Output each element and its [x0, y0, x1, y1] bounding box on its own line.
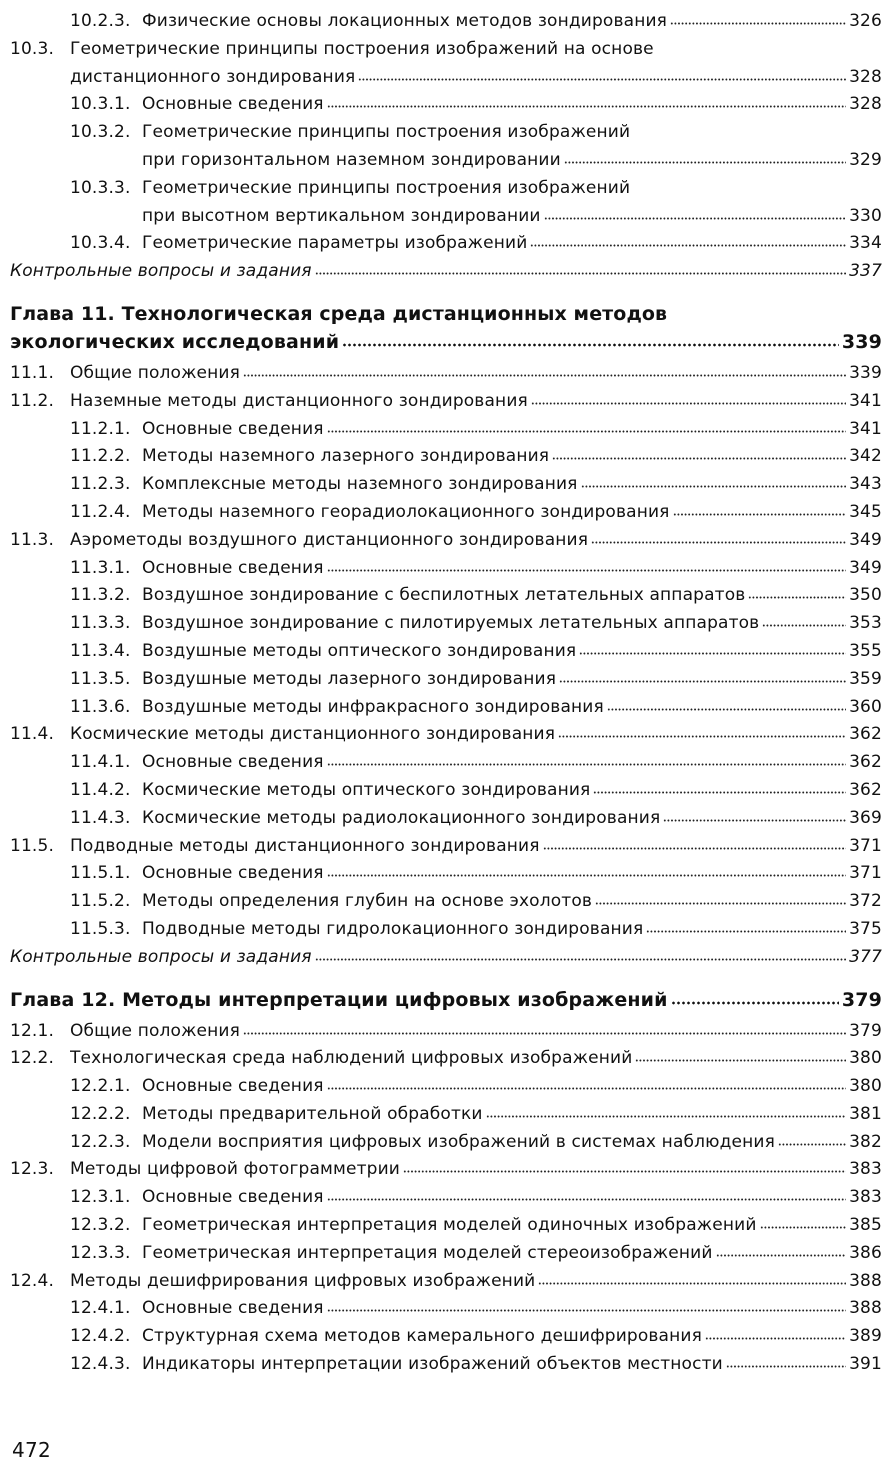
- dot-leader: [726, 1365, 846, 1368]
- entry-title: Космические методы дистанционного зондирования: [70, 724, 556, 745]
- entry-page: 369: [849, 807, 882, 828]
- entry-page: 388: [849, 1270, 882, 1291]
- entry-number: 11.5.3.: [70, 918, 131, 939]
- toc-entry[interactable]: [10, 638, 882, 666]
- dot-leader: [327, 430, 846, 433]
- chapter-title-line-1: Глава 11. Технологическая среда дистанционных методов: [10, 302, 668, 325]
- entry-number: 10.3.: [10, 38, 55, 59]
- toc-entry[interactable]: [10, 416, 882, 444]
- dot-leader: [403, 1170, 846, 1173]
- entry-number: 11.1.: [10, 362, 55, 383]
- dot-leader: [635, 1059, 846, 1062]
- entry-number: 10.2.3.: [70, 11, 131, 31]
- entry-number: 11.3.: [10, 529, 55, 550]
- entry-page: 385: [849, 1215, 882, 1236]
- entry-number: 12.3.: [10, 1159, 55, 1180]
- entry-number: 11.2.4.: [70, 501, 131, 522]
- table-of-contents: [10, 8, 882, 1379]
- entry-page: 345: [849, 501, 882, 522]
- dot-leader: [543, 847, 846, 850]
- toc-entry-10-3-1[interactable]: [10, 91, 882, 119]
- entry-number: 11.3.3.: [70, 613, 131, 634]
- entry-number: 11.2.3.: [70, 474, 131, 495]
- toc-entry[interactable]: [10, 805, 882, 833]
- dot-leader: [243, 1032, 846, 1035]
- entry-title-line-1: Геометрические принципы построения изображений на основе: [70, 38, 654, 59]
- entry-title: Методы наземного лазерного зондирования: [142, 446, 550, 467]
- toc-entry[interactable]: [10, 1323, 882, 1351]
- entry-title: Структурная схема методов камерального дешифрирования: [142, 1326, 702, 1347]
- dot-leader: [663, 819, 846, 822]
- entry-title: Модели восприятия цифровых изображений в системах наблюдения: [142, 1131, 775, 1152]
- entry-page: 391: [849, 1354, 882, 1375]
- entry-number: 12.2.2.: [70, 1103, 131, 1124]
- toc-entry[interactable]: [10, 443, 882, 471]
- entry-page: 383: [849, 1159, 882, 1180]
- dot-leader: [558, 735, 846, 738]
- toc-chapter-12[interactable]: [10, 986, 882, 1014]
- toc-entry[interactable]: [10, 610, 882, 638]
- toc-section-10-tail: [10, 8, 882, 36]
- dot-leader: [705, 1337, 846, 1340]
- entry-title: Геометрическая интерпретация моделей стереоизображений: [142, 1242, 713, 1263]
- dot-leader: [552, 457, 846, 460]
- entry-page: 379: [849, 1020, 882, 1041]
- entry-page: 359: [849, 668, 882, 689]
- entry-title: Космические методы оптического зондирования: [142, 779, 591, 800]
- toc-entry[interactable]: [10, 471, 882, 499]
- dot-leader: [315, 272, 846, 275]
- entry-number: 11.2.1.: [70, 418, 131, 439]
- entry-title: Индикаторы интерпретации изображений объектов местности: [142, 1354, 723, 1375]
- entry-title: Методы определения глубин на основе эхолотов: [142, 891, 593, 912]
- dot-leader: [243, 374, 846, 377]
- toc-entry[interactable]: [10, 1184, 882, 1212]
- dot-leader: [327, 763, 846, 766]
- entry-page: 380: [849, 1076, 882, 1097]
- entry-page: 360: [849, 696, 882, 717]
- dot-leader: [327, 874, 846, 877]
- toc-entry[interactable]: [10, 888, 882, 916]
- toc-entry[interactable]: [10, 582, 882, 610]
- entry-title: Общие положения: [70, 1020, 240, 1041]
- toc-entry-10-3-3[interactable]: [10, 175, 882, 231]
- entry-page: 334: [849, 233, 882, 254]
- entry-title-line-2: при горизонтальном наземном зондировании: [142, 149, 561, 170]
- dot-leader: [327, 1198, 846, 1201]
- toc-entry[interactable]: [10, 388, 882, 416]
- entry-page: 362: [849, 724, 882, 745]
- entry-title: Подводные методы гидролокационного зондирования: [142, 918, 644, 939]
- entry-title: Основные сведения: [142, 863, 324, 884]
- entry-title: Основные сведения: [142, 418, 324, 439]
- entry-number: 12.2.1.: [70, 1076, 131, 1097]
- entry-title: Геометрическая интерпретация моделей одиночных изображений: [142, 1215, 757, 1236]
- dot-leader: [342, 343, 839, 347]
- dot-leader: [670, 22, 846, 25]
- dot-leader: [530, 244, 846, 247]
- entry-title: Воздушное зондирование с пилотируемых летательных аппаратов: [142, 613, 760, 634]
- entry-title: Контрольные вопросы и задания: [10, 946, 312, 967]
- chapter-title: Глава 12. Методы интерпретации цифровых изображений: [10, 988, 668, 1011]
- toc-entry[interactable]: [10, 1129, 882, 1157]
- entry-number: 11.3.5.: [70, 668, 131, 689]
- entry-number: 12.1.: [10, 1020, 55, 1041]
- toc-entry[interactable]: [10, 1101, 882, 1129]
- chapter-page: 339: [841, 330, 882, 353]
- toc-entry[interactable]: [10, 860, 882, 888]
- dot-leader: [564, 161, 846, 164]
- entry-page: 350: [849, 585, 882, 606]
- entry-title-line-2: дистанционного зондирования: [70, 66, 356, 87]
- entry-number: 11.2.: [10, 390, 55, 411]
- dot-leader: [559, 680, 846, 683]
- entry-number: 11.3.4.: [70, 640, 131, 661]
- toc-entry[interactable]: [10, 1212, 882, 1240]
- toc-entry[interactable]: [10, 1295, 882, 1323]
- toc-entry[interactable]: [10, 916, 882, 944]
- entry-page: 382: [849, 1131, 882, 1152]
- dot-leader: [538, 1282, 846, 1285]
- dot-leader: [358, 78, 846, 81]
- toc-entry[interactable]: [10, 1073, 882, 1101]
- entry-title: Воздушное зондирование с беспилотных летательных аппаратов: [142, 585, 746, 606]
- toc-entry-10-3-2[interactable]: [10, 119, 882, 175]
- entry-number: 11.4.1.: [70, 752, 131, 773]
- toc-chapter-12-entries: [10, 1018, 882, 1379]
- entry-title: Воздушные методы оптического зондирования: [142, 640, 577, 661]
- entry-number: 12.2.3.: [70, 1131, 131, 1152]
- entry-page: 337: [849, 261, 882, 282]
- entry-title: Воздушные методы инфракрасного зондирования: [142, 696, 604, 717]
- entry-number: 12.2.: [10, 1048, 55, 1069]
- entry-title: Подводные методы дистанционного зондирования: [70, 835, 540, 856]
- toc-entry[interactable]: [10, 1351, 882, 1379]
- entry-page: 362: [849, 779, 882, 800]
- entry-number: 11.5.1.: [70, 863, 131, 884]
- dot-leader: [778, 1143, 846, 1146]
- chapter-title-line-2: экологических исследований: [10, 330, 340, 353]
- entry-page: 386: [849, 1242, 882, 1263]
- dot-leader: [591, 541, 846, 544]
- entry-page: 326: [849, 11, 882, 31]
- entry-title: Воздушные методы лазерного зондирования: [142, 668, 557, 689]
- entry-title: Основные сведения: [142, 752, 324, 773]
- entry-number: 11.4.2.: [70, 779, 131, 800]
- entry-number: 11.5.: [10, 835, 55, 856]
- entry-number: 11.3.6.: [70, 696, 131, 717]
- entry-title-line-1: Геометрические принципы построения изображений: [142, 122, 631, 143]
- entry-page: 339: [849, 362, 882, 383]
- entry-title: Контрольные вопросы и задания: [10, 261, 312, 282]
- dot-leader: [327, 105, 846, 108]
- toc-entry[interactable]: [10, 1045, 882, 1073]
- page-number: 472: [12, 1438, 52, 1462]
- entry-title: Основные сведения: [142, 94, 324, 115]
- entry-number: 10.3.1.: [70, 94, 131, 115]
- dot-leader: [748, 596, 846, 599]
- entry-number: 11.3.2.: [70, 585, 131, 606]
- dot-leader: [671, 1001, 839, 1005]
- entry-page: 341: [849, 418, 882, 439]
- toc-chapter-11[interactable]: [10, 300, 882, 356]
- toc-entry[interactable]: [10, 777, 882, 805]
- entry-page: 381: [849, 1103, 882, 1124]
- entry-page: 371: [849, 863, 882, 884]
- entry-page: 328: [849, 94, 882, 115]
- entry-number: 11.4.3.: [70, 807, 131, 828]
- toc-entry[interactable]: [10, 527, 882, 555]
- entry-title: Технологическая среда наблюдений цифровых изображений: [70, 1048, 633, 1069]
- entry-number: 10.3.2.: [70, 122, 131, 143]
- entry-title: Общие положения: [70, 362, 240, 383]
- entry-number: 10.3.3.: [70, 177, 131, 198]
- dot-leader: [760, 1226, 847, 1229]
- dot-leader: [579, 652, 846, 655]
- dot-leader: [762, 624, 846, 627]
- dot-leader: [593, 791, 846, 794]
- entry-number: 12.4.3.: [70, 1354, 131, 1375]
- entry-title: Основные сведения: [142, 1076, 324, 1097]
- toc-entry-review-questions-11[interactable]: [10, 944, 882, 972]
- entry-number: 11.4.: [10, 724, 55, 745]
- entry-title: Аэрометоды воздушного дистанционного зондирования: [70, 529, 589, 550]
- dot-leader: [327, 1309, 846, 1312]
- toc-entry[interactable]: [10, 1268, 882, 1296]
- entry-title: Методы наземного георадиолокационного зондирования: [142, 501, 670, 522]
- entry-page: 330: [849, 205, 882, 226]
- dot-leader: [315, 958, 846, 961]
- toc-entry[interactable]: [10, 8, 882, 36]
- toc-entry[interactable]: [10, 555, 882, 583]
- toc-entry[interactable]: [10, 1240, 882, 1268]
- toc-entry-review-questions-10[interactable]: [10, 258, 882, 286]
- toc-chapter-11-entries: [10, 360, 882, 944]
- entry-title: Физические основы локационных методов зондирования: [142, 11, 668, 31]
- toc-entry[interactable]: [10, 833, 882, 861]
- entry-number: 11.5.2.: [70, 891, 131, 912]
- entry-number: 12.4.: [10, 1270, 55, 1291]
- dot-leader: [716, 1254, 847, 1257]
- entry-title: Методы цифровой фотограмметрии: [70, 1159, 401, 1180]
- entry-title: Основные сведения: [142, 1298, 324, 1319]
- dot-leader: [595, 902, 846, 905]
- entry-number: 12.3.2.: [70, 1215, 131, 1236]
- dot-leader: [486, 1115, 846, 1118]
- toc-entry-10-3-4[interactable]: [10, 230, 882, 258]
- dot-leader: [673, 513, 847, 516]
- entry-number: 11.3.1.: [70, 557, 131, 578]
- entry-page: 355: [849, 640, 882, 661]
- entry-title: Комплексные методы наземного зондирования: [142, 474, 578, 495]
- toc-entry[interactable]: [10, 1156, 882, 1184]
- entry-number: 12.3.1.: [70, 1187, 131, 1208]
- entry-page: 389: [849, 1326, 882, 1347]
- dot-leader: [327, 1087, 846, 1090]
- entry-page: 362: [849, 752, 882, 773]
- entry-title: Методы предварительной обработки: [142, 1103, 483, 1124]
- dot-leader: [607, 708, 846, 711]
- entry-page: 375: [849, 918, 882, 939]
- toc-entry[interactable]: [10, 1018, 882, 1046]
- dot-leader: [544, 217, 846, 220]
- entry-page: 342: [849, 446, 882, 467]
- entry-title-line-2: при высотном вертикальном зондировании: [142, 205, 541, 226]
- entry-page: 349: [849, 557, 882, 578]
- chapter-page: 379: [841, 988, 882, 1011]
- entry-number: 11.2.2.: [70, 446, 131, 467]
- entry-page: 329: [849, 149, 882, 170]
- entry-title-line-1: Геометрические принципы построения изображений: [142, 177, 631, 198]
- entry-page: 380: [849, 1048, 882, 1069]
- entry-page: 349: [849, 529, 882, 550]
- entry-page: 371: [849, 835, 882, 856]
- entry-page: 353: [849, 613, 882, 634]
- dot-leader: [646, 930, 846, 933]
- entry-page: 383: [849, 1187, 882, 1208]
- entry-page: 388: [849, 1298, 882, 1319]
- entry-number: 12.3.3.: [70, 1242, 131, 1263]
- entry-title: Наземные методы дистанционного зондирования: [70, 390, 528, 411]
- toc-entry[interactable]: [10, 749, 882, 777]
- toc-entry[interactable]: [10, 499, 882, 527]
- dot-leader: [327, 569, 846, 572]
- dot-leader: [581, 485, 847, 488]
- entry-title: Основные сведения: [142, 1187, 324, 1208]
- entry-number: 12.4.1.: [70, 1298, 131, 1319]
- entry-title: Геометрические параметры изображений: [142, 233, 528, 254]
- entry-title: Космические методы радиолокационного зондирования: [142, 807, 661, 828]
- toc-entry[interactable]: [10, 360, 882, 388]
- toc-entry-10-3[interactable]: [10, 36, 882, 92]
- entry-page: 372: [849, 891, 882, 912]
- entry-page: 343: [849, 474, 882, 495]
- entry-number: 12.4.2.: [70, 1326, 131, 1347]
- entry-title: Методы дешифрирования цифровых изображений: [70, 1270, 536, 1291]
- entry-page: 377: [849, 946, 882, 967]
- entry-page: 341: [849, 390, 882, 411]
- entry-title: Основные сведения: [142, 557, 324, 578]
- toc-entry[interactable]: [10, 666, 882, 694]
- toc-entry[interactable]: [10, 694, 882, 722]
- toc-entry[interactable]: [10, 721, 882, 749]
- entry-page: 328: [849, 66, 882, 87]
- dot-leader: [531, 402, 846, 405]
- entry-number: 10.3.4.: [70, 233, 131, 254]
